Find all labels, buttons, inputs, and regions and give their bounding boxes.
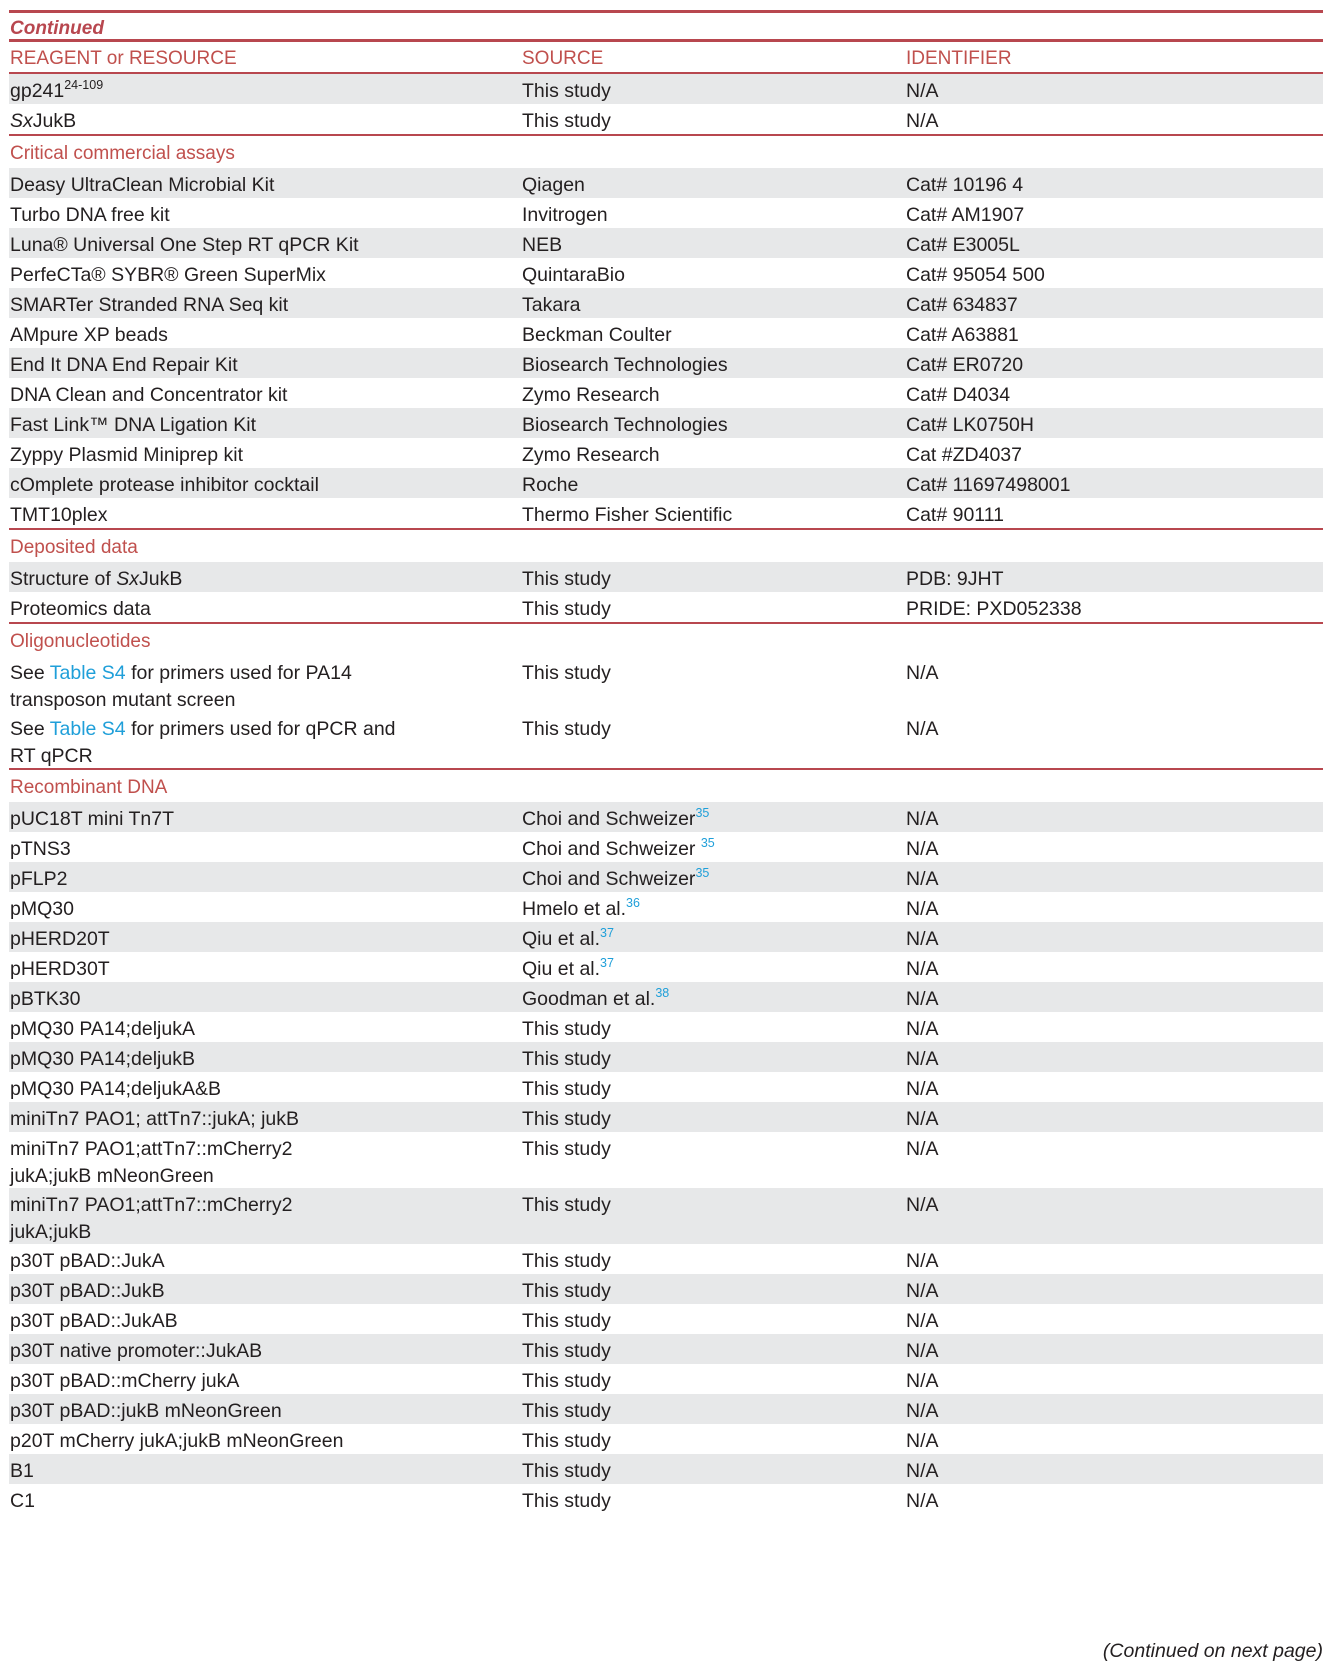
identifier-cell: N/A <box>906 1048 939 1070</box>
table-row <box>9 712 1323 768</box>
reference-link[interactable]: 36 <box>626 896 640 910</box>
source-cell <box>522 922 906 952</box>
table-row <box>9 1304 1323 1334</box>
source-cell: This study <box>522 598 611 620</box>
identifier-cell: N/A <box>906 958 939 980</box>
table-row <box>9 438 1323 468</box>
table-s4-link[interactable]: Table S4 <box>49 662 126 684</box>
reagent-cell: C1 <box>10 1490 35 1512</box>
table-row <box>9 228 1323 258</box>
reagent-text: See <box>10 662 50 684</box>
source-cell: This study <box>522 1370 611 1392</box>
table-row <box>9 258 1323 288</box>
identifier-cell: Cat# E3005L <box>906 234 1020 256</box>
identifier-cell: N/A <box>906 80 939 102</box>
reagent-text: for primers used for PA14 <box>125 662 352 684</box>
reagent-name: JukB <box>138 568 183 590</box>
table-row <box>9 1364 1323 1394</box>
identifier-cell: Cat# A63881 <box>906 324 1019 346</box>
identifier-cell: N/A <box>906 662 939 684</box>
identifier-cell: Cat #ZD4037 <box>906 444 1022 466</box>
source-cell <box>522 832 906 862</box>
identifier-cell: Cat# ER0720 <box>906 354 1024 376</box>
table-row <box>9 1132 1323 1188</box>
source-cell: Beckman Coulter <box>522 324 672 346</box>
reagent-cell: Fast Link™ DNA Ligation Kit <box>10 414 257 436</box>
header-source: SOURCE <box>522 48 604 69</box>
source-cell: This study <box>522 1280 611 1302</box>
reagent-text: transposon mutant screen <box>10 688 236 711</box>
identifier-cell: N/A <box>906 1018 939 1040</box>
source-cell <box>522 982 906 1012</box>
reagent-cell: TMT10plex <box>10 504 108 526</box>
source-cell: Biosearch Technologies <box>522 414 728 436</box>
source-cell: This study <box>522 80 611 102</box>
reagent-cell <box>9 104 522 134</box>
reagent-text: miniTn7 PAO1;attTn7::mCherry2 <box>10 1194 293 1216</box>
recombinant-rows <box>9 802 1323 1514</box>
source-text: Choi and Schweizer <box>522 838 701 860</box>
table-row <box>9 952 1323 982</box>
source-text: Hmelo et al. <box>522 898 627 920</box>
source-cell: Qiagen <box>522 174 585 196</box>
source-cell: This study <box>522 1400 611 1422</box>
reagent-cell <box>9 562 522 592</box>
source-cell: Biosearch Technologies <box>522 354 728 376</box>
reagent-cell: cOmplete protease inhibitor cocktail <box>10 474 319 496</box>
reagent-cell: DNA Clean and Concentrator kit <box>10 384 288 406</box>
section-title: Critical commercial assays <box>10 143 235 164</box>
table-row <box>9 1454 1323 1484</box>
identifier-cell: N/A <box>906 1400 939 1422</box>
table-s4-link[interactable]: Table S4 <box>49 718 126 740</box>
section-title-recombinant <box>9 770 1323 802</box>
identifier-cell: N/A <box>906 808 939 830</box>
reagent-name: JukB <box>32 110 77 132</box>
identifier-cell: Cat# LK0750H <box>906 414 1034 436</box>
source-text: Choi and Schweizer <box>522 808 696 830</box>
source-cell: Invitrogen <box>522 204 608 226</box>
table-row <box>9 74 1323 104</box>
source-cell: This study <box>522 718 611 740</box>
reagent-cell: p30T native promoter::JukAB <box>10 1340 263 1362</box>
identifier-cell: Cat# 634837 <box>906 294 1018 316</box>
identifier-cell: N/A <box>906 1460 939 1482</box>
reagent-cell: Turbo DNA free kit <box>10 204 170 226</box>
source-cell: QuintaraBio <box>522 264 625 286</box>
reagent-cell: pBTK30 <box>10 988 81 1010</box>
identifier-cell: N/A <box>906 1430 939 1452</box>
identifier-cell: N/A <box>906 838 939 860</box>
reference-link[interactable]: 37 <box>600 926 614 940</box>
reagent-cell: pTNS3 <box>10 838 71 860</box>
reagent-cell <box>9 660 522 712</box>
source-cell: This study <box>522 1340 611 1362</box>
identifier-cell: N/A <box>906 1194 939 1216</box>
header-identifier: IDENTIFIER <box>906 48 1012 69</box>
identifier-cell: N/A <box>906 1370 939 1392</box>
identifier-cell: PRIDE: PXD052338 <box>906 598 1082 620</box>
source-cell <box>522 952 906 982</box>
table-row <box>9 592 1323 622</box>
reagent-text: jukA;jukB mNeonGreen <box>10 1164 214 1187</box>
identifier-cell: N/A <box>906 1138 939 1160</box>
section-title-deposited <box>9 530 1323 562</box>
reagent-cell <box>9 74 522 104</box>
reagent-cell: pMQ30 PA14;deljukA <box>10 1018 195 1040</box>
identifier-cell: N/A <box>906 988 939 1010</box>
source-cell: This study <box>522 1108 611 1130</box>
identifier-cell: N/A <box>906 1078 939 1100</box>
reagent-cell: pFLP2 <box>10 868 68 890</box>
reagent-name: Structure of <box>10 568 117 590</box>
reagent-text: miniTn7 PAO1;attTn7::mCherry2 <box>10 1138 293 1160</box>
reagent-cell: p30T pBAD::JukA <box>10 1250 165 1272</box>
source-cell: Thermo Fisher Scientific <box>522 504 733 526</box>
identifier-cell: N/A <box>906 1490 939 1512</box>
table-row <box>9 1334 1323 1364</box>
reagent-text: RT qPCR <box>10 744 93 767</box>
reagent-text: for primers used for qPCR and <box>125 718 396 740</box>
source-cell: Zymo Research <box>522 444 660 466</box>
identifier-cell: Cat# AM1907 <box>906 204 1025 226</box>
identifier-cell: N/A <box>906 718 939 740</box>
source-cell <box>522 802 906 832</box>
source-cell: This study <box>522 1138 611 1160</box>
identifier-cell: N/A <box>906 1340 939 1362</box>
identifier-cell: Cat# 11697498001 <box>906 474 1071 496</box>
identifier-cell: N/A <box>906 1250 939 1272</box>
reagent-cell: PerfeCTa® SYBR® Green SuperMix <box>10 264 326 286</box>
table-row <box>9 832 1323 862</box>
reagent-cell: pHERD20T <box>10 928 110 950</box>
reagent-cell: pUC18T mini Tn7T <box>10 808 175 830</box>
key-resources-table <box>9 10 1323 1514</box>
source-cell: Takara <box>522 294 581 316</box>
identifier-cell: Cat# 10196 4 <box>906 174 1024 196</box>
reference-link[interactable]: 35 <box>700 836 715 850</box>
reagent-cell: Proteomics data <box>10 598 151 620</box>
reagent-name-italic: Sx <box>116 568 139 590</box>
table-row <box>9 1244 1323 1274</box>
reagent-cell <box>9 716 522 768</box>
source-cell: This study <box>522 1194 611 1216</box>
source-cell: This study <box>522 1018 611 1040</box>
reagent-cell: End It DNA End Repair Kit <box>10 354 238 376</box>
reagent-cell: Zyppy Plasmid Miniprep kit <box>10 444 243 466</box>
source-cell: This study <box>522 1490 611 1512</box>
table-row <box>9 104 1323 134</box>
reference-link[interactable]: 38 <box>655 986 670 1000</box>
identifier-cell: Cat# D4034 <box>906 384 1011 406</box>
identifier-cell: Cat# 90111 <box>906 504 1004 526</box>
source-cell: This study <box>522 1078 611 1100</box>
table-row <box>9 1424 1323 1454</box>
table-row <box>9 498 1323 528</box>
table-row <box>9 408 1323 438</box>
table-row <box>9 802 1323 832</box>
reference-link[interactable]: 35 <box>695 866 710 880</box>
table-row <box>9 1274 1323 1304</box>
section-title: Oligonucleotides <box>10 631 151 652</box>
header-reagent: REAGENT or RESOURCE <box>10 48 237 69</box>
reagent-cell: AMpure XP beads <box>10 324 168 346</box>
source-cell: This study <box>522 1048 611 1070</box>
source-cell <box>522 892 906 922</box>
table-row <box>9 862 1323 892</box>
reagent-cell: pHERD30T <box>10 958 110 980</box>
reagent-text: See <box>10 718 50 740</box>
section-title: Deposited data <box>10 537 138 558</box>
table-row <box>9 892 1323 922</box>
section-title-assays <box>9 136 1323 168</box>
table-row <box>9 656 1323 712</box>
identifier-cell: N/A <box>906 1280 939 1302</box>
table-row <box>9 168 1323 198</box>
table-row <box>9 982 1323 1012</box>
source-cell: This study <box>522 110 611 132</box>
identifier-cell: N/A <box>906 868 939 890</box>
identifier-cell: N/A <box>906 898 939 920</box>
reagent-cell: p30T pBAD::JukAB <box>10 1310 178 1332</box>
reagent-cell: SMARTer Stranded RNA Seq kit <box>10 294 289 316</box>
continued-footer: (Continued on next page) <box>1102 1640 1323 1662</box>
table-row <box>9 288 1323 318</box>
table-header <box>9 42 1323 72</box>
continued-label: Continued <box>10 18 104 39</box>
reagent-text: jukA;jukB <box>10 1220 92 1243</box>
source-cell: NEB <box>522 234 563 256</box>
source-text: Goodman et al. <box>522 988 656 1010</box>
source-text: Qiu et al. <box>522 928 601 950</box>
source-cell: Roche <box>522 474 579 496</box>
reagent-cell <box>9 1136 522 1188</box>
identifier-cell: Cat# 95054 500 <box>906 264 1045 286</box>
identifier-cell: N/A <box>906 1108 939 1130</box>
table-row <box>9 198 1323 228</box>
table-row <box>9 318 1323 348</box>
reagent-cell: miniTn7 PAO1; attTn7::jukA; jukB <box>10 1108 300 1130</box>
source-cell: Zymo Research <box>522 384 660 406</box>
reagent-cell: pMQ30 <box>10 898 74 920</box>
reagent-cell: pMQ30 PA14;deljukB <box>10 1048 195 1070</box>
reagent-cell: Luna® Universal One Step RT qPCR Kit <box>10 234 359 256</box>
table-row <box>9 1188 1323 1244</box>
source-cell: This study <box>522 662 611 684</box>
reagent-cell: p20T mCherry jukA;jukB mNeonGreen <box>10 1430 344 1452</box>
source-cell: This study <box>522 1250 611 1272</box>
reagent-cell: p30T pBAD::JukB <box>10 1280 165 1302</box>
table-row <box>9 468 1323 498</box>
source-cell: This study <box>522 1460 611 1482</box>
identifier-cell: N/A <box>906 110 939 132</box>
reagent-cell: Deasy UltraClean Microbial Kit <box>10 174 275 196</box>
table-row <box>9 1042 1323 1072</box>
source-cell <box>522 862 906 892</box>
source-text: Qiu et al. <box>522 958 601 980</box>
source-text: Choi and Schweizer <box>522 868 696 890</box>
source-cell: This study <box>522 1310 611 1332</box>
table-row <box>9 348 1323 378</box>
reagent-cell <box>9 1192 522 1244</box>
identifier-cell: N/A <box>906 928 939 950</box>
table-row <box>9 1484 1323 1514</box>
reagent-cell: p30T pBAD::mCherry jukA <box>10 1370 240 1392</box>
reagent-superscript: 24-109 <box>64 78 104 92</box>
assays-rows <box>9 168 1323 528</box>
table-row <box>9 1072 1323 1102</box>
identifier-cell: N/A <box>906 1310 939 1332</box>
reagent-cell: p30T pBAD::jukB mNeonGreen <box>10 1400 282 1422</box>
table-row <box>9 1012 1323 1042</box>
table-row <box>9 1394 1323 1424</box>
section-title: Recombinant DNA <box>10 777 168 798</box>
reference-link[interactable]: 37 <box>600 956 614 970</box>
identifier-cell: PDB: 9JHT <box>906 568 1004 590</box>
source-cell: This study <box>522 1430 611 1452</box>
reagent-name: gp241 <box>10 80 65 102</box>
reagent-cell: pMQ30 PA14;deljukA&B <box>10 1078 222 1100</box>
table-row <box>9 378 1323 408</box>
table-row <box>9 922 1323 952</box>
reagent-name-italic: Sx <box>10 110 33 132</box>
reference-link[interactable]: 35 <box>695 806 710 820</box>
reagent-cell: B1 <box>10 1460 34 1482</box>
source-cell: This study <box>522 568 611 590</box>
table-row <box>9 1102 1323 1132</box>
table-row <box>9 562 1323 592</box>
section-title-oligos <box>9 624 1323 656</box>
